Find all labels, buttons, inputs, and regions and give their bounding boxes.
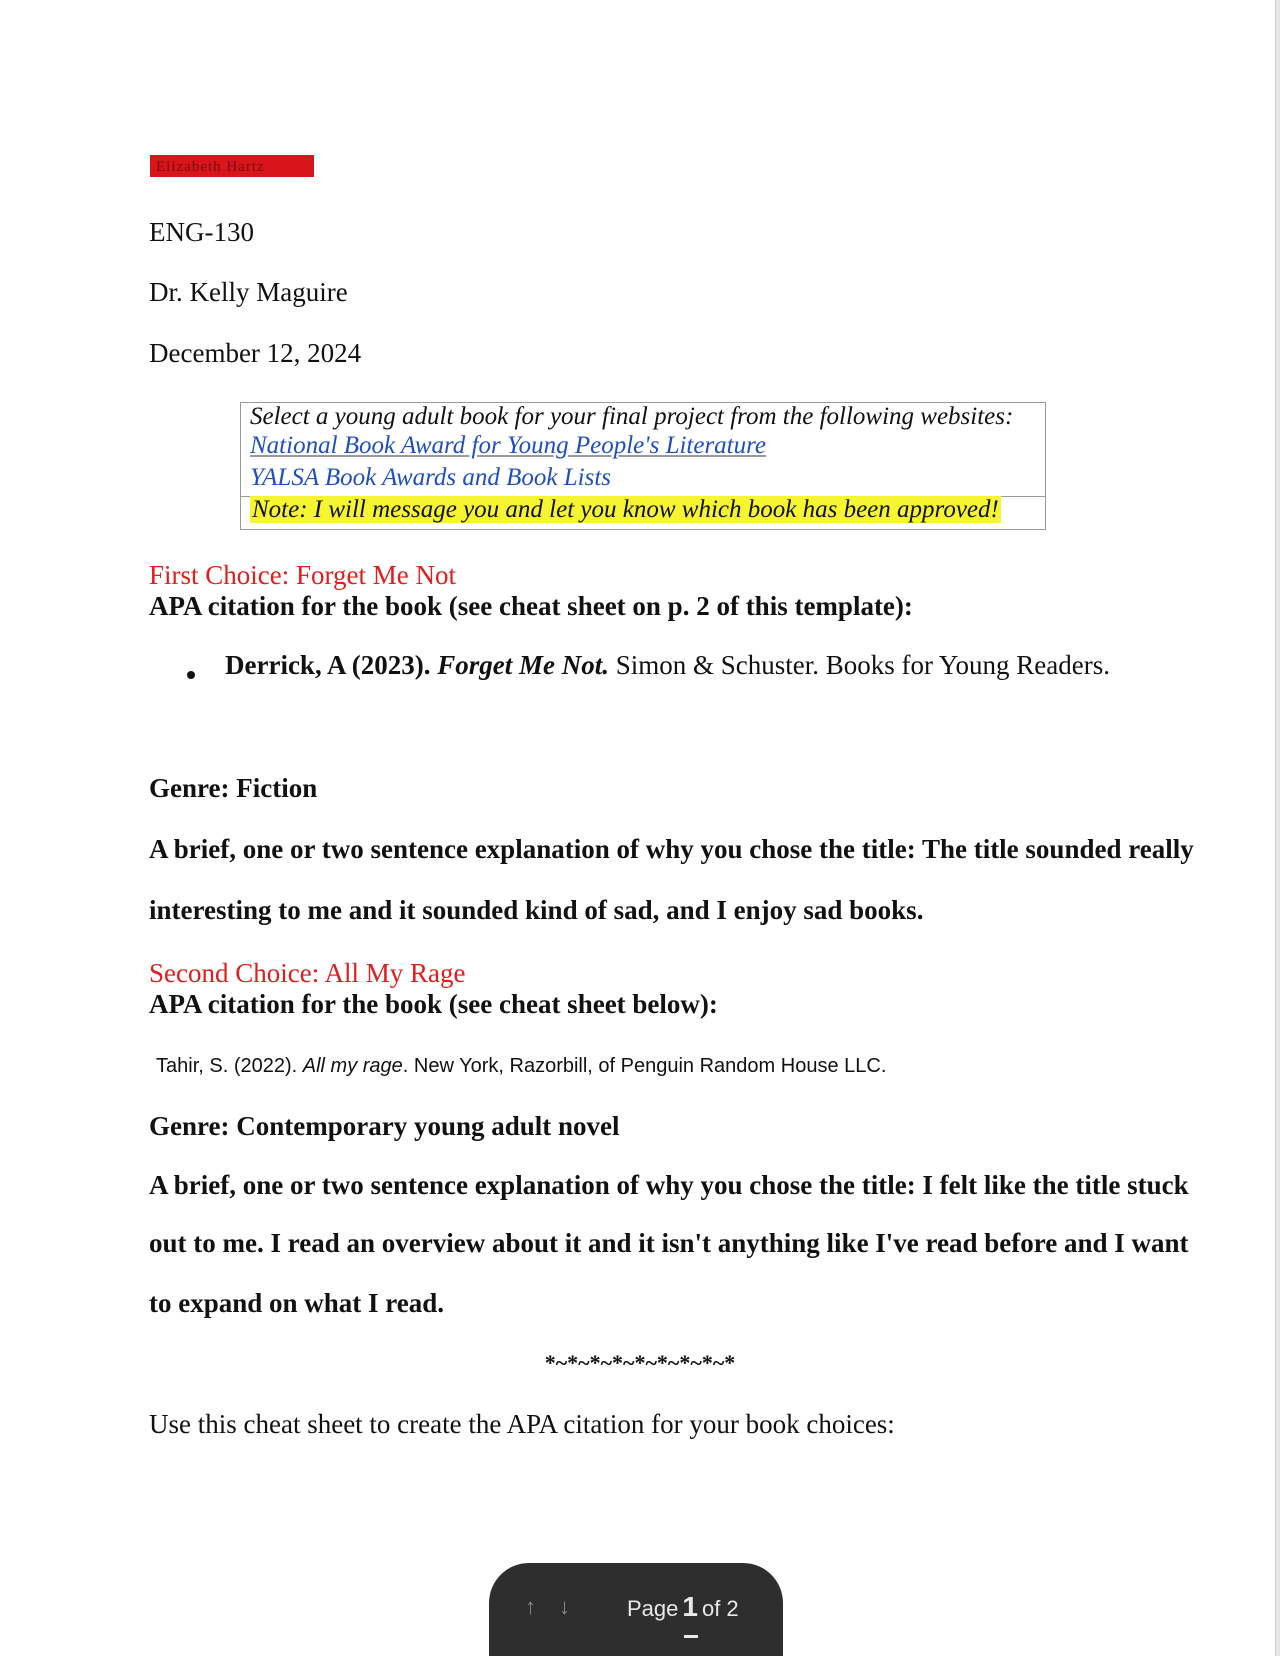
second-citation-publisher: . New York, Razorbill, of Penguin Random House LLC. xyxy=(402,1055,887,1077)
page-label: Page xyxy=(627,1596,679,1621)
national-book-award-link[interactable]: National Book Award for Young People's Literature xyxy=(250,432,767,459)
section-separator: *~*~*~*~*~*~*~*~* xyxy=(544,1350,736,1375)
first-citation-publisher: Simon & Schuster. Books for Young Readers. xyxy=(615,650,1110,680)
approval-note: Note: I will message you and let you know which book has been approved! xyxy=(252,496,999,523)
instructor-name: Dr. Kelly Maguire xyxy=(149,277,348,307)
instructions-box xyxy=(240,402,1046,530)
first-choice-heading: First Choice: Forget Me Not xyxy=(149,560,456,590)
second-citation-author: Tahir, S. (2022). xyxy=(156,1055,298,1077)
course-code: ENG-130 xyxy=(149,217,254,247)
arrow-up-icon[interactable]: ↑ xyxy=(525,1594,536,1619)
page-total: of 2 xyxy=(701,1596,739,1621)
second-citation-title: All my rage xyxy=(302,1055,403,1077)
second-apa-prompt: APA citation for the book (see cheat sheet below): xyxy=(149,989,718,1019)
second-choice-heading: Second Choice: All My Rage xyxy=(149,958,466,988)
second-citation xyxy=(156,1055,886,1078)
page-indicator xyxy=(627,1591,739,1623)
redacted-name: Elizabeth Hartz xyxy=(150,155,314,177)
second-reason-line-2: out to me. I read an overview about it and it isn't anything like I've read before and I want xyxy=(149,1228,1189,1258)
first-reason-line-1: A brief, one or two sentence explanation of why you chose the title: The title sounded really xyxy=(149,834,1194,864)
second-genre: Genre: Contemporary young adult novel xyxy=(149,1111,620,1141)
first-citation-author: Derrick, A (2023). xyxy=(225,650,431,680)
second-reason-line-1: A brief, one or two sentence explanation of why you chose the title: I felt like the title stuck xyxy=(149,1170,1189,1200)
yalsa-link[interactable]: YALSA Book Awards and Book Lists xyxy=(250,464,612,491)
page-navigator xyxy=(489,1563,783,1656)
first-citation xyxy=(225,650,1110,681)
cheat-sheet-intro: Use this cheat sheet to create the APA citation for your book choices: xyxy=(149,1409,895,1439)
first-citation-title: Forget Me Not. xyxy=(437,650,609,680)
current-page-input[interactable]: 1 xyxy=(682,1591,698,1622)
first-genre: Genre: Fiction xyxy=(149,773,318,803)
page-edge xyxy=(1275,0,1280,1656)
first-apa-prompt: APA citation for the book (see cheat sheet on p. 2 of this template): xyxy=(149,591,913,621)
first-reason-line-2: interesting to me and it sounded kind of sad, and I enjoy sad books. xyxy=(149,895,924,925)
second-reason-line-3: to expand on what I read. xyxy=(149,1288,445,1318)
document-date: December 12, 2024 xyxy=(149,338,362,368)
page-input-cursor xyxy=(684,1635,698,1638)
instructions-intro: Select a young adult book for your final project from the following websites: xyxy=(250,403,1014,430)
bullet-icon xyxy=(187,671,195,679)
arrow-down-icon[interactable]: ↓ xyxy=(559,1594,570,1619)
